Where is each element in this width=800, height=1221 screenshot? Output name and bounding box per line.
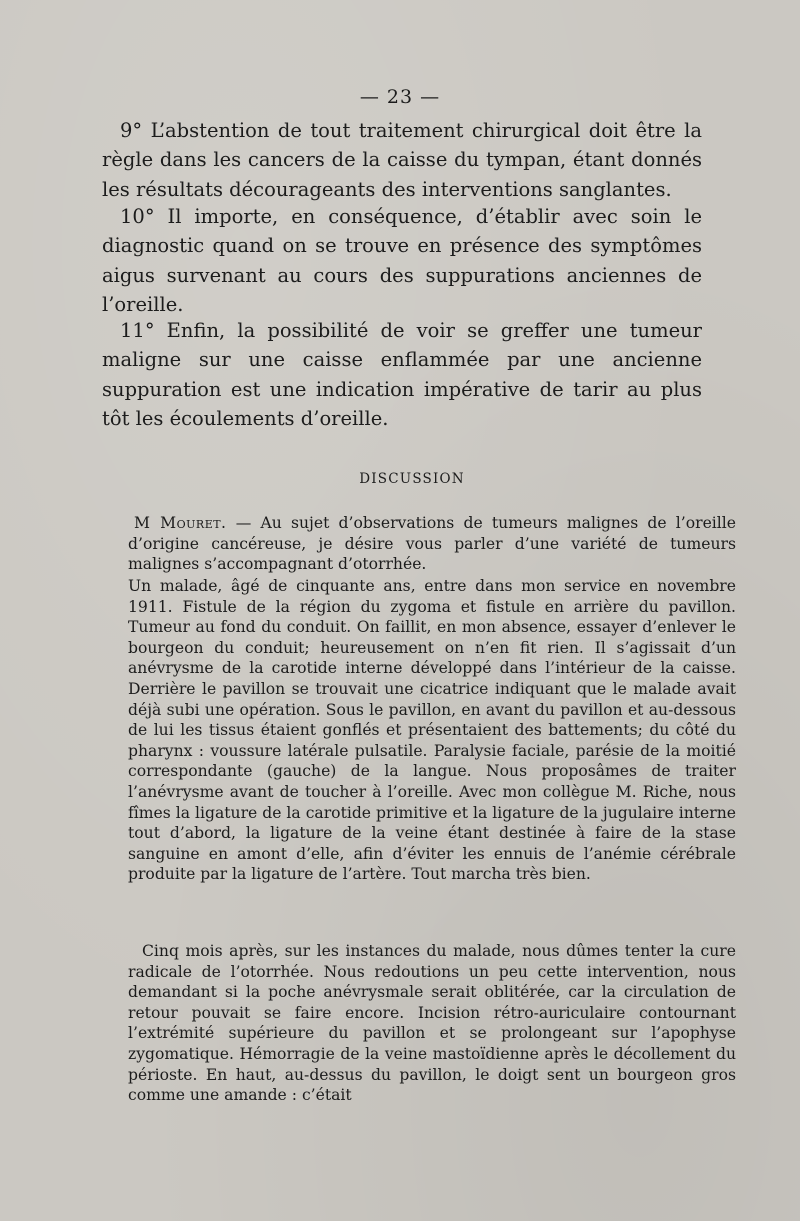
discussion-paragraph-2 bbox=[128, 941, 736, 1106]
paragraph-text: Un malade, âgé de cinquante ans, entre dans mon service en novembre 1911. Fistule de la région du zygoma et fistule en arrière du pavillon. Tumeur au fond du conduit. On faillit, en mon absence, essayer d’enlever le bourgeon du conduit; heureusement on n’en fit rien. Il s’agissait d’un anévrysme de la carotide interne développé dans l’intérieur de la caisse. Derrière le pavillon se trouvait une cicatrice indiquant que le malade avait déjà subi une opération. Sous le pavillon, en avant du pavillon et au-dessous de lui les tissus étaient gonflés et présentaient des battements; du côté du pharynx : voussure latérale pulsatile. Paralysie faciale, parésie de la moitié correspondante (gauche) de la langue. Nous proposâmes de traiter l’anévrysme avant de toucher à l’oreille. Avec mon collègue M. Riche, nous fîmes la ligature de la carotide primitive et la ligature de la jugulaire interne tout d’abord, la ligature de la veine étant destinée à faire de la stase sanguine en amont d’elle, afin d’éviter les ennuis de l’anémie cérébrale produite par la ligature de l’artère. Tout marcha très bien. bbox=[128, 577, 736, 884]
speaker-name: M Mouret. bbox=[134, 514, 227, 532]
conclusion-text: 10° Il importe, en conséquence, d’établir avec soin le diagnostic quand on se trouve en présence des symptômes aigus survenant au cours des suppurations anciennes de l’oreille. bbox=[102, 205, 702, 316]
conclusion-text: 11° Enfin, la possibilité de voir se greffer une tumeur maligne sur une caisse enflammée par une ancienne suppuration est une indication impérative de tarir au plus tôt les écoulements d’oreille. bbox=[102, 319, 702, 430]
page-number: — 23 — bbox=[359, 86, 441, 108]
conclusion-text: 9° L’abstention de tout traitement chirurgical doit être la règle dans les cancers de la caisse du tympan, étant donnés les résultats décourageants des interventions sanglantes. bbox=[102, 119, 702, 201]
paragraph-text: Cinq mois après, sur les instances du malade, nous dûmes tenter la cure radicale de l’otorrhée. Nous redoutions un peu cette intervention, nous demandant si la poche anévrysmale serait oblitérée, car la circulation de retour pouvait se faire encore. Incision rétro-auriculaire contournant l’extrémité supérieure du pavillon et se prolongeant sur l’apophyse zygomatique. Hémorragie de la veine mastoïdienne après le décollement du périoste. En haut, au-dessus du pavillon, le doigt sent un bourgeon gros comme une amande : c’était bbox=[128, 942, 736, 1105]
conclusion-9 bbox=[102, 116, 702, 204]
discussion-heading: DISCUSSION bbox=[359, 471, 465, 487]
conclusion-10 bbox=[102, 202, 702, 319]
discussion-paragraph-1 bbox=[128, 576, 736, 885]
intro-paragraph bbox=[128, 513, 736, 575]
intro-text: — Au sujet d’observations de tumeurs malignes de l’oreille d’origine cancéreuse, je désire vous parler d’une variété de tumeurs malignes s’accompagnant d’otorrhée. bbox=[128, 514, 736, 574]
discussion-intro bbox=[128, 513, 736, 575]
conclusion-11 bbox=[102, 316, 702, 433]
